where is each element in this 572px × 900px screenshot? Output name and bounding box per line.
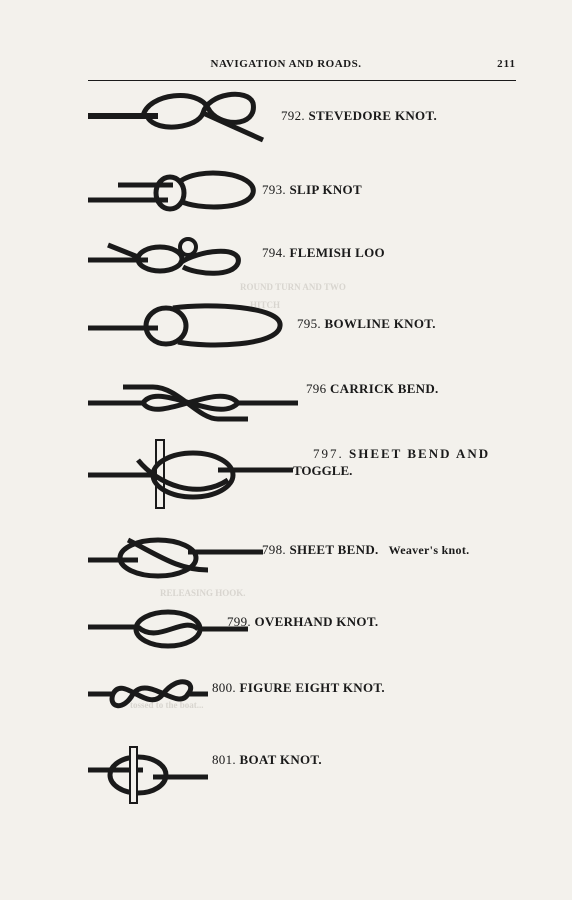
carrick-bend-illustration: [88, 375, 298, 430]
caption-801: 801. BOAT KNOT.: [212, 752, 322, 767]
stevedore-knot-illustration: [88, 88, 273, 143]
bleed-through: RELEASING HOOK.: [160, 588, 246, 598]
bleed-through: ROUND TURN AND TWO: [240, 282, 346, 292]
sheet-bend-illustration: [88, 530, 263, 585]
slip-knot-illustration: [88, 165, 258, 215]
caption-799: 799. OVERHAND KNOT.: [227, 614, 379, 629]
caption-796: 796 CARRICK BEND.: [306, 381, 439, 396]
running-header: NAVIGATION AND ROADS.: [210, 58, 362, 70]
caption-800: 800. FIGURE EIGHT KNOT.: [212, 680, 385, 695]
caption-797: 797. SHEET BEND AND: [313, 446, 491, 461]
flemish-loop-illustration: [88, 235, 248, 280]
caption-797-continued: TOGGLE.: [293, 463, 353, 478]
bleed-through: tossed to the boat...: [130, 700, 204, 710]
caption-792: 792. STEVEDORE KNOT.: [281, 108, 438, 123]
bowline-knot-illustration: [88, 298, 288, 353]
sheet-bend-toggle-illustration: [88, 435, 293, 510]
caption-793: 793. SLIP KNOT: [262, 182, 362, 197]
figure-eight-knot-illustration: [88, 672, 208, 717]
bleed-through: HITCH: [250, 300, 281, 310]
caption-798: 798. SHEET BEND. Weaver's knot.: [262, 542, 470, 557]
page-number: 211: [497, 58, 516, 70]
boat-knot-illustration: [88, 745, 208, 805]
caption-794: 794. FLEMISH LOO: [262, 245, 385, 260]
overhand-knot-illustration: [88, 605, 248, 650]
header-rule: [88, 80, 516, 81]
caption-795: 795. BOWLINE KNOT.: [297, 316, 436, 331]
